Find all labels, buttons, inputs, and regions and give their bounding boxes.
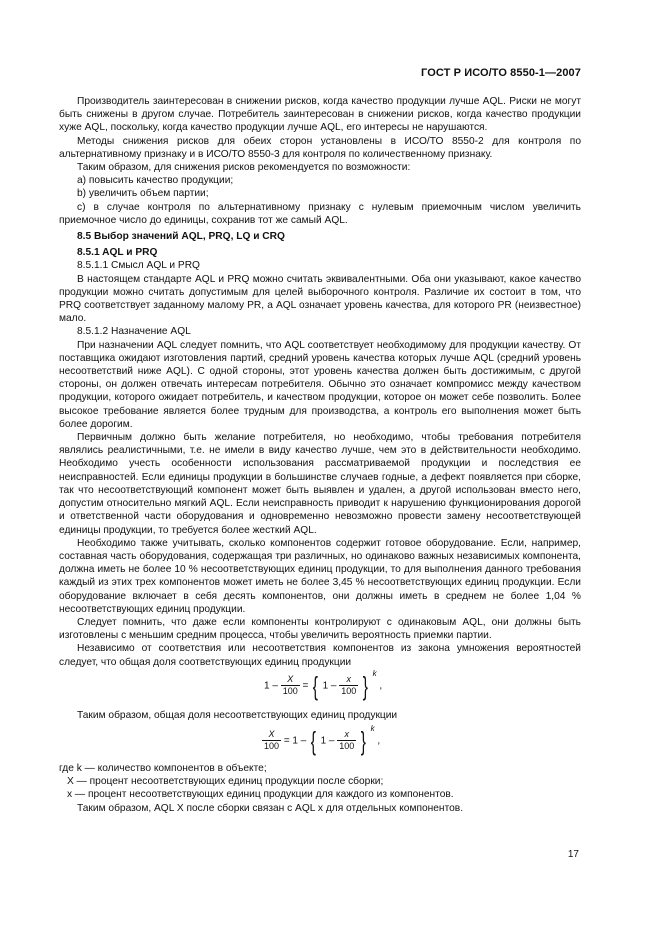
formula-fraction: [339, 674, 358, 697]
paragraph: В настоящем стандарте AQL и PRQ можно считать эквивалентными. Оба они указывают, какое качество продукции можно считать допустимым для целей выборочного контроля. Различие их состоит в том, что PRQ соответствует заданному малому PR, а AQL означает уровень качества, для которого PR (неизвестное) мало.: [59, 273, 581, 325]
subsection-heading: 8.5.1 AQL и PRQ: [77, 247, 158, 259]
fraction-denominator: 100: [264, 741, 280, 752]
formula-2: [59, 722, 581, 762]
formula-term: 1 –: [322, 680, 337, 692]
fraction-numerator: X: [262, 729, 281, 741]
legend-line: X — процент несоответствующих единиц продукции после сборки;: [67, 776, 384, 788]
formula-punctuation: ,: [377, 735, 381, 747]
left-brace: {: [310, 725, 317, 756]
paragraph: Первичным должно быть желание потребителя, но необходимо, чтобы требования потребителя являлись реалистичными, т.е. не имели в виду качество лучше, чем это в действительности необходимо. Необходимо учесть особенности использования рассматриваемой продукции и последствия ее неисправностей. Если единицы продукции в большинстве случаев годные, а дефект появляется при сборке, так что несоответствующий компонент может быть выявлен и удален, а другой использован вместо него, допустим относительно мягкий AQL. Если неисправность приводит к нарушению функционирования дорогой и ответственной части оборудования и одновременно невозможно провести замену несоответствующей единицы продукции, то требуется более жесткий AQL.: [59, 432, 581, 536]
formula-term: 1 –: [264, 680, 278, 692]
page-number: 17: [567, 849, 579, 860]
section-heading: 8.5 Выбор значений AQL, PRQ, LQ и CRQ: [77, 231, 285, 243]
formula-fraction: [337, 729, 356, 752]
fraction-numerator: X: [281, 674, 300, 686]
subsubsection-heading: 8.5.1.2 Назначение AQL: [77, 326, 191, 338]
paragraph: При назначении AQL следует помнить, что AQL соответствует необходимому для продукции качеству. От поставщика ожидают изготовления партий, средний уровень качества которых лучше AQL (средний уровень несоответствий ниже AQL). С одной стороны, этот уровень качества должен быть достижимым, с другой стороны, он должен отвечать интересам потребителя. Обычно это означает компромисс между качеством продукции, которого ожидает потребитель, и качеством продукции, которое он может себе позволить. Более высокое требование является более трудным для производства, а контроль его выполнения может быть более дорогим.: [59, 339, 581, 430]
paragraph: Необходимо также учитывать, сколько компонентов содержит готовое оборудование. Если, например, составная часть оборудования, содержащая три различных, но одинаково важных независимых компонента, должна иметь не более 10 % несоответствующих единиц продукции, то для выполнения данного требования каждый из этих трех компонентов может иметь не более 3,45 % несоответствующих единиц продукции. Если оборудование включает в себя десять компонентов, они должны иметь в среднем не более 1,04 % несоответствующих единиц продукции.: [59, 537, 581, 615]
formula-term: 1 –: [320, 735, 335, 747]
formula-fraction: [262, 729, 281, 752]
paragraph: Таким образом, AQL X после сборки связан с AQL x для отдельных компонентов.: [77, 802, 464, 814]
right-brace: }: [360, 725, 367, 756]
list-item: b) увеличить объем партии;: [77, 188, 209, 200]
legend-line: x — процент несоответствующих единиц продукции для каждого из компонентов.: [67, 789, 454, 801]
paragraph: Методы снижения рисков для обеих сторон установлены в ИСО/ТО 8550-2 для контроля по альтернативному признаку и в ИСО/ТО 8550-3 для контроля по количественному признаку.: [59, 135, 581, 160]
formula-exponent: k: [372, 669, 377, 679]
paragraph: Производитель заинтересован в снижении рисков, когда качество продукции лучше AQL. Риски не могут быть снижены в другом случае. Потребитель заинтересован в снижении рисков, когда качество продукции хуже AQL, поскольку, когда качество продукции лучше AQL, его интересы не нарушаются.: [59, 96, 581, 134]
list-item: c) в случае контроля по альтернативному признаку с нулевым приемочным числом увеличить приемочное число до единицы, сохранив тот же самый AQL.: [59, 201, 581, 226]
paragraph: Таким образом, общая доля несоответствующих единиц продукции: [77, 709, 398, 721]
fraction-denominator: 100: [282, 686, 298, 697]
formula-exponent: k: [370, 724, 375, 734]
fraction-numerator: x: [337, 729, 356, 741]
formula-1: [59, 669, 581, 709]
legend-line: где k — количество компонентов в объекте;: [59, 762, 267, 774]
right-brace: }: [362, 670, 369, 701]
formula-relation: = 1 –: [283, 735, 307, 747]
formula-fraction: [281, 674, 300, 697]
formula-punctuation: ,: [379, 680, 383, 692]
fraction-denominator: 100: [341, 686, 357, 697]
subsubsection-heading: 8.5.1.1 Смысл AQL и PRQ: [77, 260, 200, 272]
paragraph: Таким образом, для снижения рисков рекомендуется по возможности:: [77, 162, 411, 174]
fraction-denominator: 100: [339, 741, 355, 752]
paragraph: Следует помнить, что даже если компоненты контролируют с одинаковым AQL, они должны быть изготовлены с меньшим средним процесса, чтобы увеличить вероятность приемки партии.: [59, 616, 581, 642]
left-brace: {: [312, 670, 319, 701]
page-content: [59, 95, 581, 815]
formula-relation: =: [302, 680, 309, 692]
fraction-numerator: x: [339, 674, 358, 686]
list-item: a) повысить качество продукции;: [77, 175, 234, 187]
paragraph: Независимо от соответствия или несоответствия компонентов из закона умножения вероятностей следует, что общая доля соответствующих единиц продукции: [59, 643, 581, 668]
document-header: ГОСТ Р ИСО/ТО 8550-1—2007: [421, 67, 581, 79]
